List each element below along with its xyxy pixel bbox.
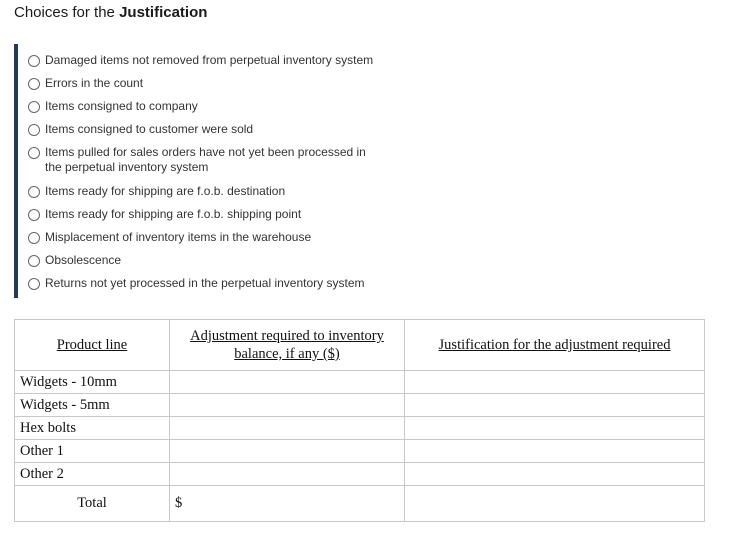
table-row	[15, 440, 705, 463]
choice-label: Returns not yet processed in the perpetual inventory system	[45, 276, 365, 290]
choice-item[interactable]	[28, 230, 385, 245]
choice-item[interactable]	[28, 76, 385, 91]
adjustment-table	[14, 319, 705, 522]
section-heading	[14, 4, 207, 21]
adjustment-input[interactable]	[170, 394, 405, 417]
header-justification: Justification for the adjustment required	[405, 320, 705, 371]
heading-prefix: Choices for the	[14, 4, 120, 21]
total-adjustment-input[interactable]	[170, 486, 405, 522]
justification-select[interactable]	[405, 440, 705, 463]
choice-item[interactable]	[28, 253, 385, 268]
choice-label: Obsolescence	[45, 253, 122, 267]
table-row	[15, 417, 705, 440]
choice-label: Damaged items not removed from perpetual inventory system	[45, 53, 374, 67]
adjustment-input[interactable]	[170, 463, 405, 486]
currency-symbol: $	[175, 495, 183, 511]
product-line-cell: Other 2	[15, 463, 170, 486]
adjustment-input[interactable]	[170, 371, 405, 394]
choice-label: Items pulled for sales orders have not yet been processed in the perpetual inventory system	[45, 145, 366, 174]
table-row	[15, 463, 705, 486]
radio-button-icon[interactable]	[28, 278, 40, 290]
radio-button-icon[interactable]	[28, 124, 40, 136]
radio-button-icon[interactable]	[28, 147, 40, 159]
choices-list	[14, 44, 418, 298]
choice-item[interactable]	[28, 145, 385, 175]
radio-button-icon[interactable]	[28, 209, 40, 221]
total-justification-cell	[405, 486, 705, 522]
choice-label: Items ready for shipping are f.o.b. destination	[45, 184, 286, 198]
radio-button-icon[interactable]	[28, 255, 40, 267]
choice-item[interactable]	[28, 99, 385, 114]
radio-button-icon[interactable]	[28, 186, 40, 198]
radio-button-icon[interactable]	[28, 101, 40, 113]
choice-label: Items ready for shipping are f.o.b. shipping point	[45, 207, 302, 221]
choice-item[interactable]	[28, 276, 385, 291]
table-row	[15, 371, 705, 394]
header-adjustment: Adjustment required to inventory balance, if any ($)	[170, 320, 405, 371]
product-line-cell: Widgets - 5mm	[15, 394, 170, 417]
product-line-cell: Hex bolts	[15, 417, 170, 440]
heading-bold: Justification	[119, 4, 208, 21]
choice-item[interactable]	[28, 184, 385, 199]
choice-label: Items consigned to company	[45, 99, 198, 113]
choice-item[interactable]	[28, 53, 385, 68]
total-row	[15, 486, 705, 522]
justification-select[interactable]	[405, 394, 705, 417]
radio-button-icon[interactable]	[28, 55, 40, 67]
choice-label: Misplacement of inventory items in the warehouse	[45, 230, 312, 244]
adjustment-input[interactable]	[170, 417, 405, 440]
choice-label: Errors in the count	[45, 76, 144, 90]
adjustment-input[interactable]	[170, 440, 405, 463]
table-row	[15, 394, 705, 417]
radio-button-icon[interactable]	[28, 78, 40, 90]
choice-label: Items consigned to customer were sold	[45, 122, 254, 136]
total-label: Total	[15, 486, 170, 522]
justification-select[interactable]	[405, 417, 705, 440]
header-row	[15, 320, 705, 371]
justification-select[interactable]	[405, 463, 705, 486]
choice-item[interactable]	[28, 207, 385, 222]
justification-select[interactable]	[405, 371, 705, 394]
header-product-line: Product line	[15, 320, 170, 371]
choice-item[interactable]	[28, 122, 385, 137]
product-line-cell: Widgets - 10mm	[15, 371, 170, 394]
radio-button-icon[interactable]	[28, 232, 40, 244]
product-line-cell: Other 1	[15, 440, 170, 463]
